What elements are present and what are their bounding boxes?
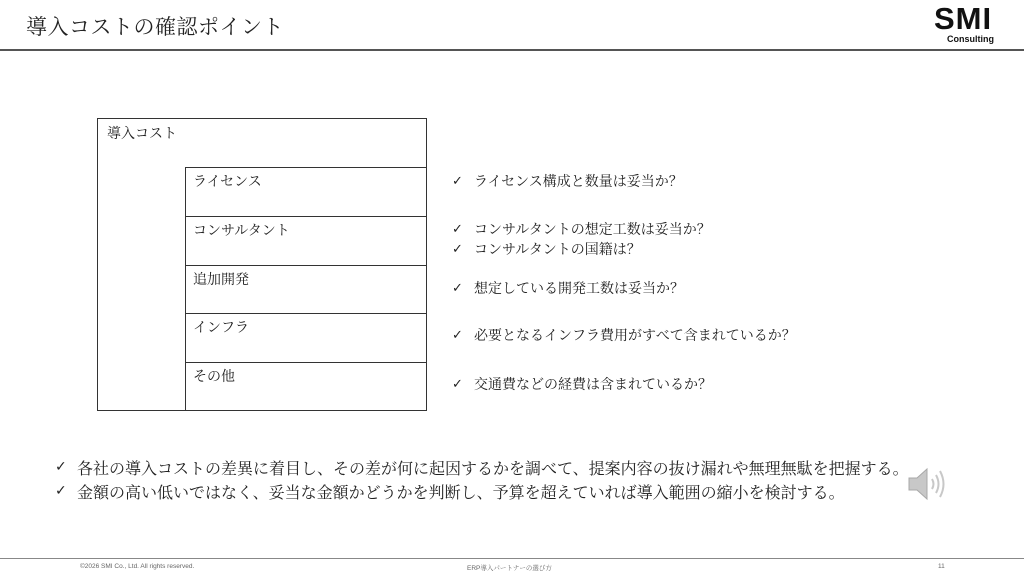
page-number: 11 [938,563,945,570]
table-row-label: 追加開発 [193,272,249,288]
header-divider [0,49,1024,51]
checkpoint-text: ライセンス構成と数量は妥当か？ [474,174,683,190]
checkpoint-text: 交通費などの経費は含まれているか？ [474,377,712,393]
table-row-label: その他 [193,369,235,385]
check-icon: ✓ [452,327,463,343]
check-icon: ✓ [452,376,463,392]
slide-title: 導入コストの確認ポイント [26,15,284,39]
table-divider [185,265,426,266]
footer-copyright: ©2026 SMI Co., Ltd. All rights reserved. [80,563,195,570]
speaker-icon[interactable] [905,464,955,504]
check-icon: ✓ [452,221,463,237]
summary-list [55,455,909,503]
checkpoint-item [452,171,683,191]
checkpoint-group [452,374,712,394]
table-divider [185,216,426,217]
table-row-label: コンサルタント [193,223,290,239]
check-icon: ✓ [55,459,67,475]
table-row-label: インフラ [193,320,249,336]
checkpoint-item [452,325,796,345]
checkpoint-text: コンサルタントの想定工数は妥当か？ [474,222,711,238]
checkpoint-text: 必要となるインフラ費用がすべて含まれているか？ [474,328,796,344]
checkpoint-group [452,278,684,298]
logo-main-text: SMI [934,1,993,36]
table-header-label: 導入コスト [107,126,177,142]
check-icon: ✓ [452,280,463,296]
summary-item [55,455,909,479]
summary-text: 各社の導入コストの差異に着目し、その差が何に起因するかを調べて、提案内容の抜け漏れや無理無駄を把握する。 [77,458,909,478]
table-divider [185,167,186,410]
checkpoint-group [452,171,683,191]
smi-consulting-logo [930,2,1010,48]
checkpoint-text: コンサルタントの国籍は？ [474,242,641,258]
cost-table [97,118,427,411]
checkpoint-item [452,374,712,394]
checkpoint-item [452,219,711,239]
logo-sub-text: Consulting [947,34,994,44]
checkpoint-group [452,219,711,259]
check-icon: ✓ [452,173,463,189]
check-icon: ✓ [55,483,67,499]
checkpoint-group [452,325,796,345]
footer-divider [0,558,1024,559]
table-divider [185,313,426,314]
check-icon: ✓ [452,241,463,257]
footer-center-text: ERP導入パートナーの選び方 [467,565,552,572]
checkpoint-text: 想定している開発工数は妥当か？ [474,281,684,297]
table-row-label: ライセンス [193,174,262,190]
summary-item [55,479,909,503]
table-divider [185,167,426,168]
table-divider [185,362,426,363]
summary-text: 金額の高い低いではなく、妥当な金額かどうかを判断し、予算を超えていれば導入範囲の縮小を検討する。 [77,482,845,502]
checkpoint-item [452,278,684,298]
checkpoint-item [452,239,711,259]
